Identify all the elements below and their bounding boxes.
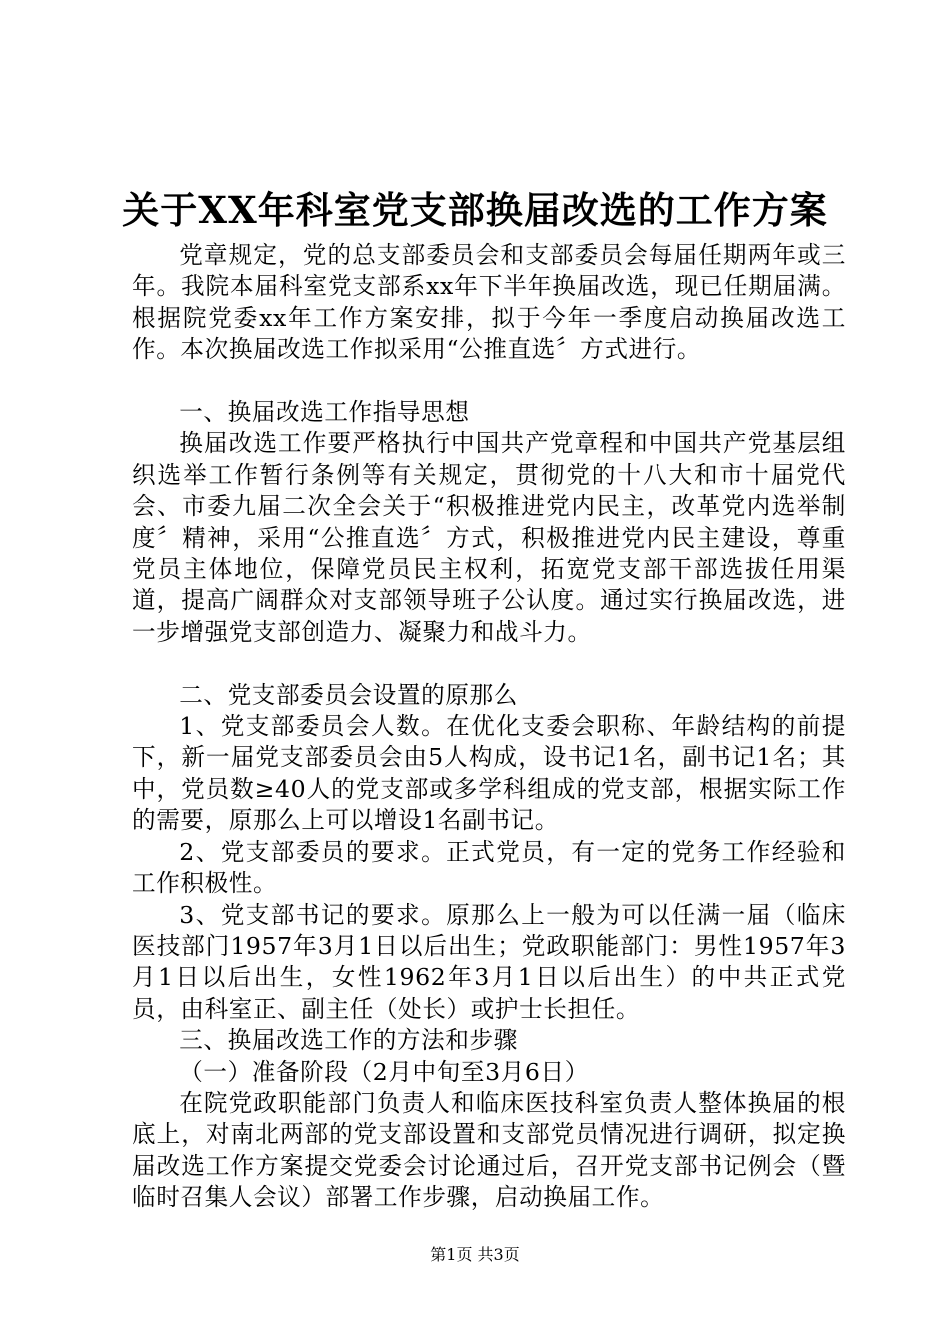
blank-line xyxy=(132,366,846,397)
page-footer: 第1页 共3页 xyxy=(430,1245,520,1264)
paragraph-intro: 党章规定，党的总支部委员会和支部委员会每届任期两年或三年。我院本届科室党支部系xx年下半年换届改选，现已任期届满。根据院党委xx年工作方案安排，拟于今年一季度启动换届改选工作。本次换届改选工作拟采用“公推直选〞方式进行。 xyxy=(132,241,846,364)
section-heading-2: 二、党支部委员会设置的原那么 xyxy=(179,680,518,709)
blank-line xyxy=(132,648,846,679)
document-title: 关于XX年科室党支部换届改选的工作方案 xyxy=(122,188,828,232)
paragraph-secretary-requirements: 3、党支部书记的要求。原那么上一般为可以任满一届（临床医技部门1957年3月1日以后出生；党政职能部门：男性1957年3月1日以后出生，女性1962年3月1日以后出生）的中共正式党员，由科室正、副主任（处长）或护士长担任。 xyxy=(132,900,846,1023)
section-heading-1: 一、换届改选工作指导思想 xyxy=(179,398,470,427)
subsection-heading-preparation: （一）准备阶段（2月中旬至3月6日） xyxy=(179,1057,589,1086)
paragraph-member-requirements: 2、党支部委员的要求。正式党员，有一定的党务工作经验和工作积极性。 xyxy=(132,837,846,898)
document-body xyxy=(132,240,846,1214)
section-heading-3: 三、换届改选工作的方法和步骤 xyxy=(179,1026,518,1055)
paragraph-committee-size: 1、党支部委员会人数。在优化支委会职称、年龄结构的前提下，新一届党支部委员会由5人构成，设书记1名，副书记1名；其中，党员数≥40人的党支部或多学科组成的党支部，根据实际工作的需要，原那么上可以增设1名副书记。 xyxy=(132,712,846,835)
paragraph-guiding-principle: 换届改选工作要严格执行中国共产党章程和中国共产党基层组织选举工作暂行条例等有关规定，贯彻党的十八大和市十届党代会、市委九届二次全会关于“积极推进党内民主，改革党内选举制度〞精神，采用“公推直选〞方式，积极推进党内民主建设，尊重党员主体地位，保障党员民主权利，拓宽党支部干部选拔任用渠道，提高广阔群众对支部领导班子公认度。通过实行换届改选，进一步增强党支部创造力、凝聚力和战斗力。 xyxy=(132,429,846,646)
paragraph-preparation-stage: 在院党政职能部门负责人和临床医技科室负责人整体换届的根底上，对南北两部的党支部设置和支部党员情况进行调研，拟定换届改选工作方案提交党委会讨论通过后，召开党支部书记例会（暨临时召集人会议）部署工作步骤，启动换届工作。 xyxy=(132,1088,846,1212)
